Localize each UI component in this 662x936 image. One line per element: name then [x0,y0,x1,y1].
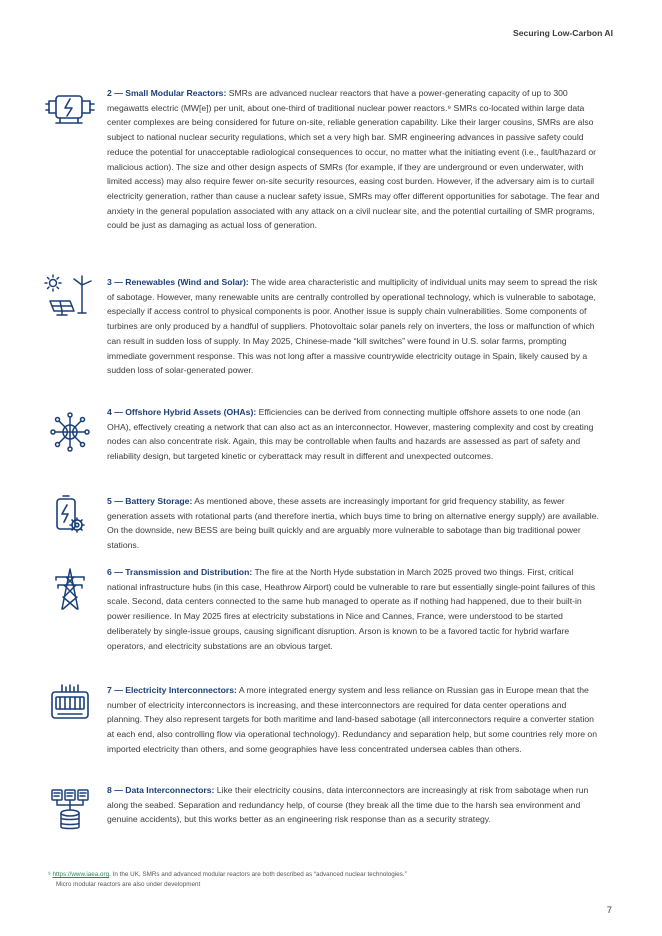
section-body: SMRs are advanced nuclear reactors that have a power-generating capacity of up to 300 megawatts electric (MW[e]) per unit, about one-third of traditional nuclear power reactors.⁹ SMRs co-located within large data center complexes are being considered for future on-site, reliable generation capability. Like their larger cousins, SMRs are also subject to national nuclear security regulations, which set a very high bar. SMR engineering advances in passive safety could reduce the potential for unacceptable radiological consequences to occur, no matter what the initiating event (i.e., fault/hazard or malicious action). The size and other design aspects of SMRs (for example, if they are underground or even underwater, with limited access) may also require fewer on-site security resources, easing cost burden. However, if the adversary aim is to curtail electricity generation, rather than cause a nuclear safety issue, SMRs may offer different opportunities for sabotage. The fear and anxiety in the general population associated with any attack on a civil nuclear site, and the potential curtailing of SMR programs, could be just as damaging as actual loss of generation. [107,88,600,231]
section-paragraph [107,86,601,233]
footnote-link[interactable]: https://www.iaea.org [52,871,110,878]
data-server-icon [44,788,96,832]
section-title: 7 — Electricity Interconnectors: [107,685,237,695]
footnote-line2: Micro modular reactors are also under development [56,880,201,888]
section-body: A more integrated energy system and less reliance on Russian gas in Europe mean that the number of electricity interconnectors is increasing, and these interconnectors are required for data center operations and planning. They also represent targets for both maritime and land-based sabotage (all interconnectors require a converter station at each end, also controlling flow via operational technology). Redundancy and separation help, but some countries rely more on imported electricity than others, and some geographies have less concentrated undersea cables than others. [107,685,598,754]
section-title: 2 — Small Modular Reactors: [107,88,227,98]
running-header: Securing Low-Carbon AI [513,28,613,38]
section-body: The wide area characteristic and multiplicity of individual units may seem to spread the risk of sabotage. However, many renewable units are centrally controlled by operational technology, which is vulnerable to sabotage, especially if access control to physical components is poor. Another issue is supply chain vulnerabilities. Some components of turbines are only produced by a handful of suppliers. Photovoltaic solar panels rely on inverters, the loss or malfunction of which can result in sudden loss of supply. In May 2025, Chinese-made “kill switches” were found in U.S. solar farms, prompting immediate government response. This was not long after a massive countrywide electricity outage in Spain, likely caused by a sudden loss of solar-generated power. [107,277,598,376]
section-title: 8 — Data Interconnectors: [107,785,215,795]
section-body: The fire at the North Hyde substation in March 2025 proved two things. First, critical national infrastructure hubs (in this case, Heathrow Airport) could be vulnerable to rare but essentially single-point failures of this scale. Second, data centers connected to the same hub managed to operate as if nothing had happened, due to their built-in power resilience. In May 2025 fires at electricity substations in Nice and Cannes, France, were understood to be started deliberately by single-issue groups, causing significant disruption. Arson is known to be a favored tactic for hybrid warfare operators, and electricity substations are an obvious target. [107,567,596,651]
page-number: 7 [606,905,612,916]
network-globe-icon [44,410,96,454]
section-paragraph [107,275,601,378]
section-paragraph [107,494,601,553]
footnote-marker: ⁹ [48,871,51,878]
reactor-icon [44,88,96,132]
wind-solar-icon [44,273,96,317]
section-title: 6 — Transmission and Distribution: [107,567,253,577]
section-title: 5 — Battery Storage: [107,496,193,506]
section-body: Efficiencies can be derived from connecting multiple offshore assets to one node (an OHA), effectively creating a network that can also act as an interconnector. However, mastering complexity and cost by creating nodes can also concentrate risk. Again, this may be controllable when faults and hazards are assessed as part of safety and reliability design, but targeted kinetic or cyberattack may result in different and unexpected outcomes. [107,407,594,462]
interconnector-icon [44,683,96,727]
footnote-text: . In the UK, SMRs and advanced modular reactors are both described as “advanced nuclear technologies.” [109,871,407,878]
pylon-icon [44,567,96,611]
section-title: 4 — Offshore Hybrid Assets (OHAs): [107,407,257,417]
section-paragraph [107,683,601,757]
section-paragraph [107,565,601,653]
section-body: As mentioned above, these assets are increasingly important for grid frequency stability, as fewer generation assets with rotational parts (and therefore inertia, which buys time to bring on alternative energy supply) are available. On the downside, new BESS are being built quickly and are arguably more vulnerable to sabotage than big traditional power stations. [107,496,599,551]
section-title: 3 — Renewables (Wind and Solar): [107,277,249,287]
section-paragraph [107,783,601,827]
section-body: Like their electricity cousins, data interconnectors are increasingly at risk from sabotage when run along the seabed. Separation and redundancy help, of course (they break all the time due to the harsh sea environment and genuine accidents), but this works better as an engineering risk response than as a security strategy. [107,785,589,825]
footnote [48,870,568,889]
battery-gear-icon [44,494,96,538]
section-paragraph [107,405,601,464]
